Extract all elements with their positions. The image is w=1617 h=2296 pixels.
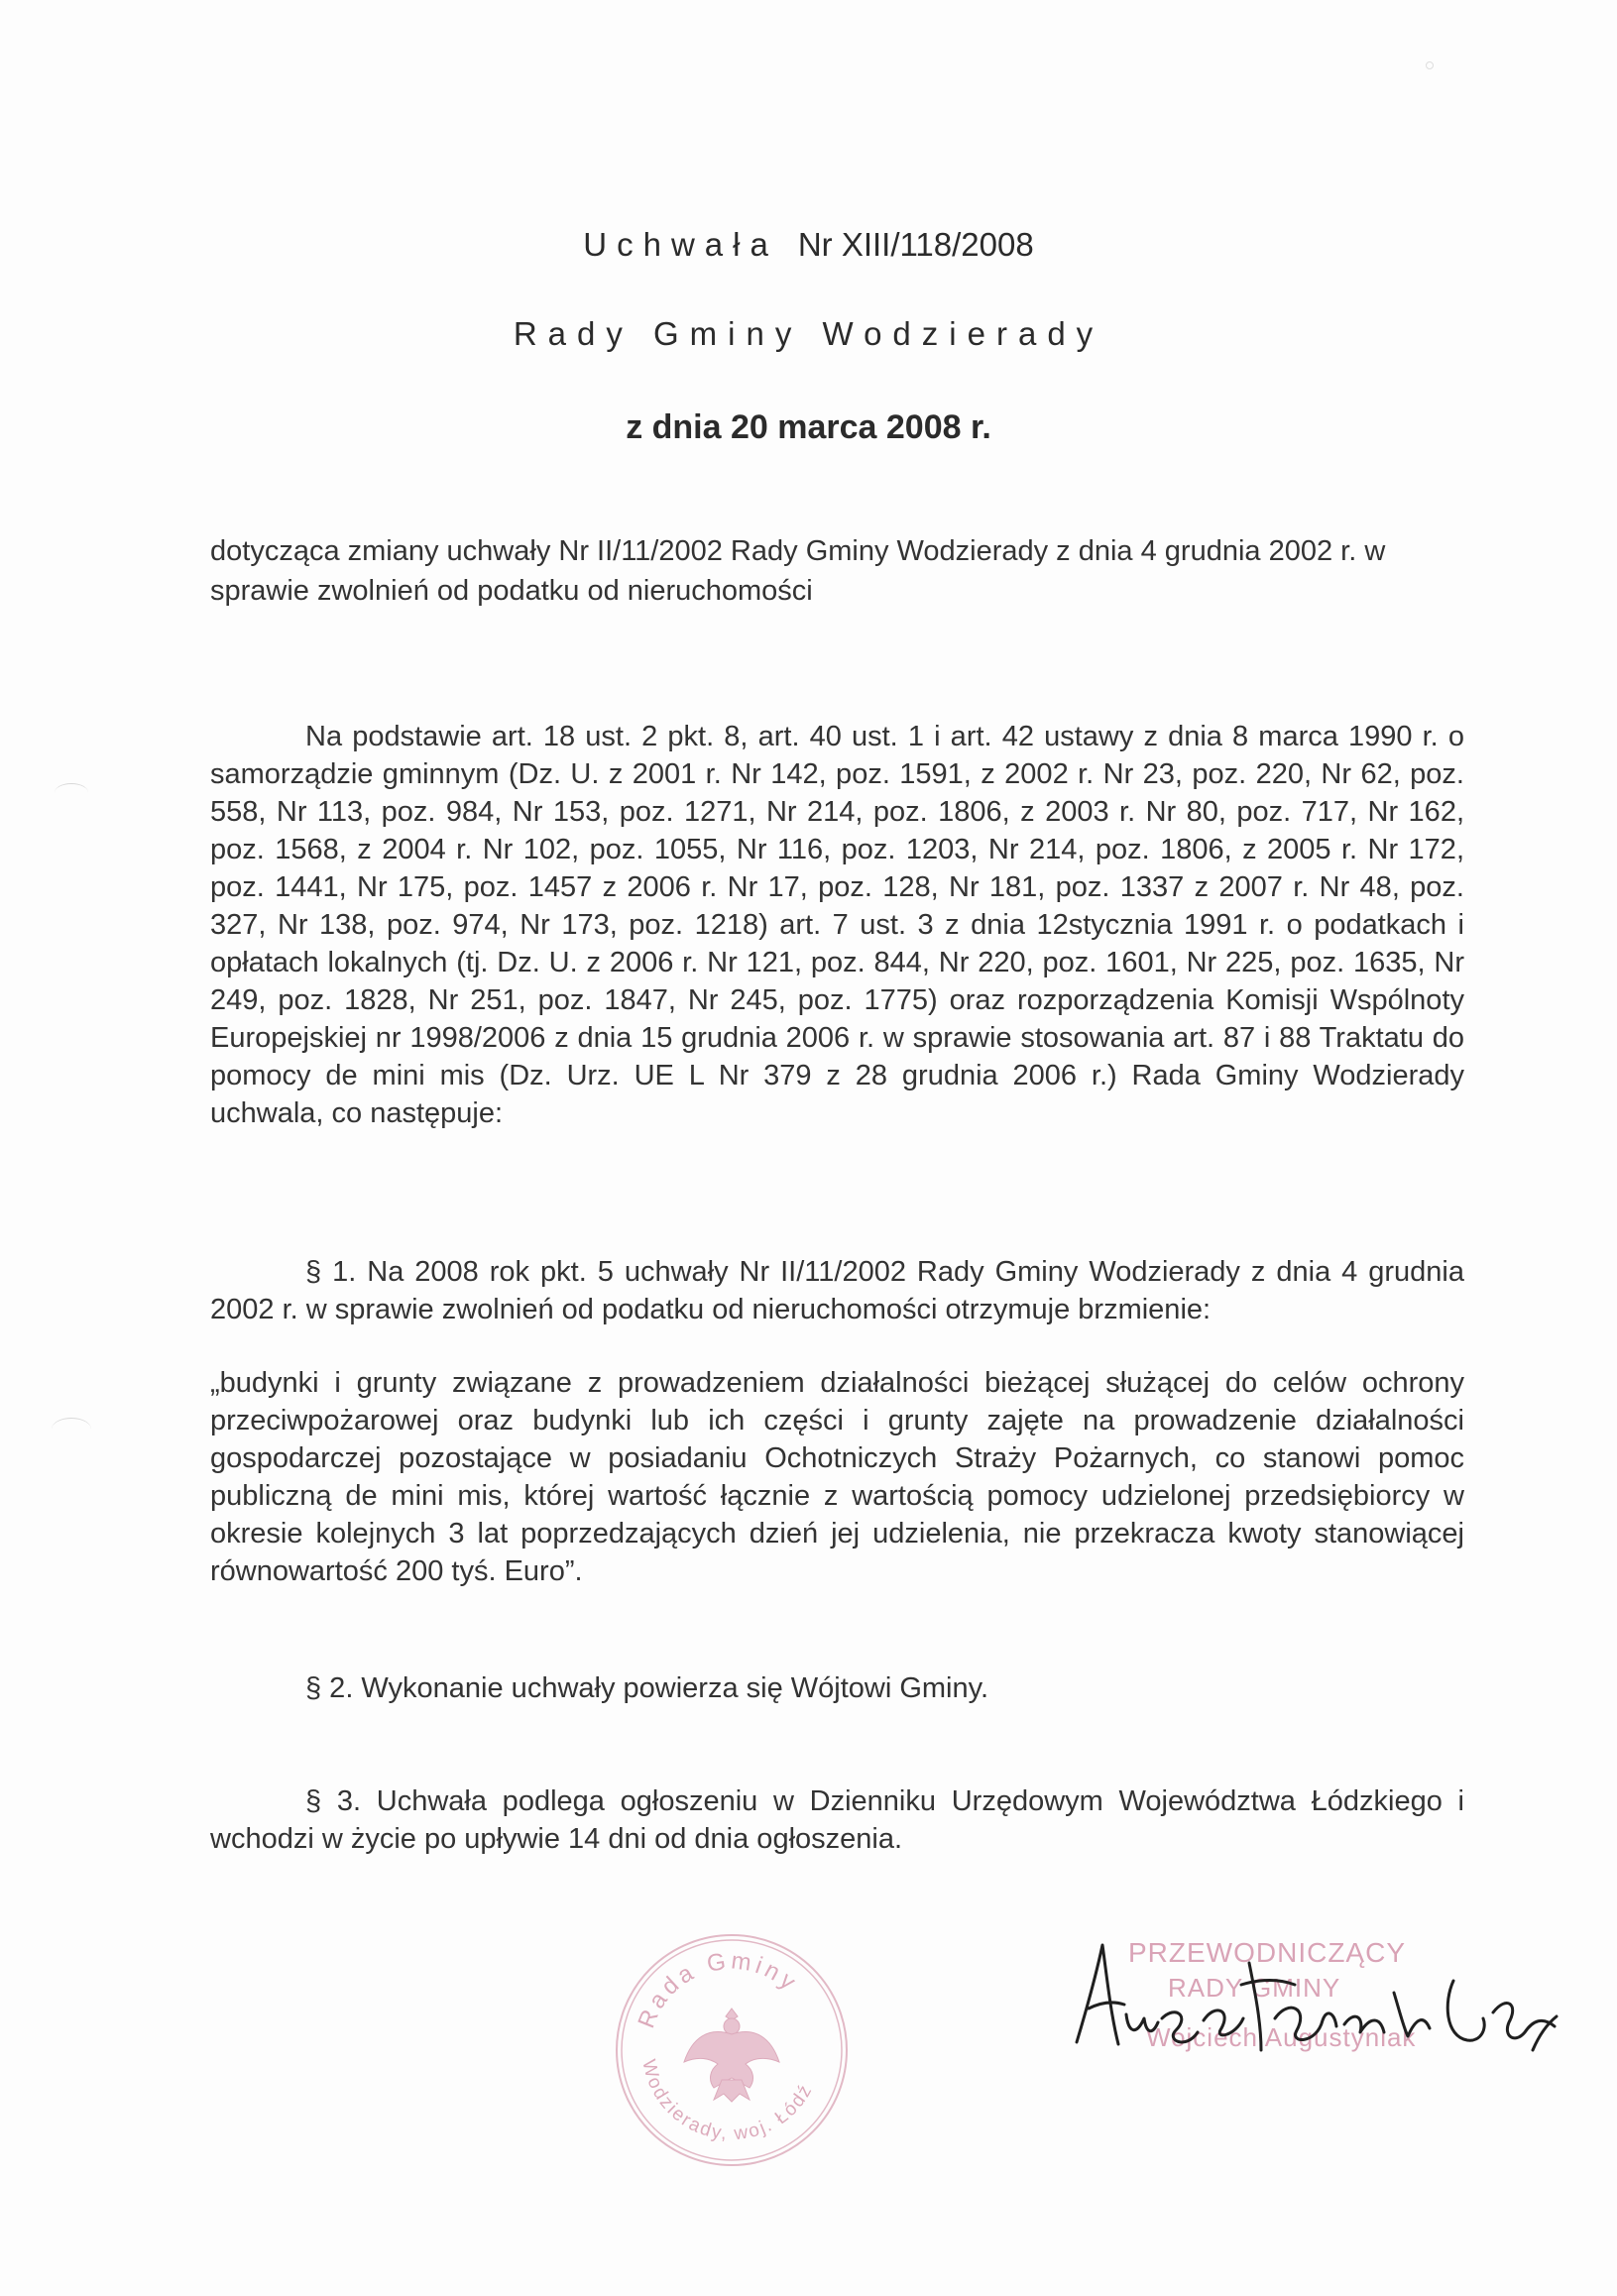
section-2-paragraph: § 2. Wykonanie uchwały powierza się Wójtowi Gminy. — [305, 1672, 989, 1704]
handwritten-signature — [1067, 1933, 1582, 2062]
section-1-quoted-text: „budynki i grunty związane z prowadzeniem działalności bieżącej służącej do celów ochrony przeciwpożarowej oraz budynki lub ich części i grunty zajęte na prowadzenie działalności gospodarczej pozostające w posiadaniu Ochotniczych Straży Pożarnych, co stanowi pomoc publiczną de mini mis, której wartość łącznie z wartością pomocy udzielonej przedsiębiorcy w okresie kolejnych 3 lat poprzedzających dzień jej udzielenia, nie przekracza kwoty stanowiącej równowartość 200 tyś. Euro”. — [210, 1367, 1464, 1587]
signatory-name: Wojciech Augustyniak — [1146, 2022, 1417, 2052]
council-stamp — [613, 1931, 851, 2169]
eagle-emblem-icon — [684, 2009, 779, 2102]
signatory-organ: RADY GMINY — [1168, 1973, 1341, 2003]
signatory-role: PRZEWODNICZĄCY — [1128, 1937, 1406, 1968]
title-prefix: Uchwała — [583, 226, 778, 263]
resolution-subject: dotycząca zmiany uchwały Nr II/11/2002 Rady Gminy Wodzierady z dnia 4 grudnia 2002 r. w sprawie zwolnień od podatku od nieruchomości — [210, 535, 1386, 607]
section-3-paragraph: § 3. Uchwała podlega ogłoszeniu w Dzienniku Urzędowym Województwa Łódzkiego i wchodzi w życie po upływie 14 dni od dnia ogłoszenia. — [210, 1785, 1464, 1855]
scan-speck — [52, 1418, 91, 1440]
title-number: Nr XIII/118/2008 — [797, 226, 1034, 263]
svg-text:Rada Gminy — [633, 1947, 803, 2031]
scan-speck — [1426, 61, 1434, 69]
legal-basis-paragraph: Na podstawie art. 18 ust. 2 pkt. 8, art. 40 ust. 1 i art. 42 ustawy z dnia 8 marca 1990 r. o samorządzie gminnym (Dz. U. z 2001 r. Nr 142, poz. 1591, z 2002 r. Nr 23, poz. 220, Nr 62, poz. 558, Nr 113, poz. 984, Nr 153, poz. 1271, Nr 214, poz. 1806, z 2003 r. Nr 80, poz. 717, Nr 162, poz. 1568, z 2004 r. Nr 102, poz. 1055, Nr 116, poz. 1203, Nr 214, poz. 1806, z 2005 r. Nr 172, poz. 1441, Nr 175, poz. 1457 z 2006 r. Nr 17, poz. 128, Nr 181, poz. 1337 z 2007 r. Nr 48, poz. 327, Nr 138, poz. 974, Nr 173, poz. 1218) art. 7 ust. 3 z dnia 12stycznia 1991 r. o podatkach i opłatach lokalnych (tj. Dz. U. z 2006 r. Nr 121, poz. 844, Nr 220, poz. 1601, Nr 225, poz. 1635, Nr 249, poz. 1828, Nr 251, poz. 1847, Nr 245, poz. 1775) oraz rozporządzenia Komisji Wspólnoty Europejskiej nr 1998/2006 z dnia 15 grudnia 2006 r. w sprawie stosowania art. 87 i 88 Traktatu do pomocy de mini mis (Dz. Urz. UE L Nr 379 z 28 grudnia 2006 r.) Rada Gminy Wodzierady uchwala, co następuje: — [210, 721, 1464, 1129]
stamp-text-top: Rada Gminy — [633, 1947, 804, 2032]
scan-speck — [55, 783, 88, 802]
stamp-text-bottom: Wodzierady, woj. Łódź — [637, 2057, 818, 2145]
resolution-title — [0, 226, 1617, 264]
council-name: Rady Gminy Wodzierady — [513, 315, 1104, 352]
section-1-paragraph: § 1. Na 2008 rok pkt. 5 uchwały Nr II/11/2002 Rady Gminy Wodzierady z dnia 4 grudnia 2002 r. w sprawie zwolnień od podatku od nieruchomości otrzymuje brzmienie: — [210, 1256, 1464, 1325]
resolution-date: z dnia 20 marca 2008 r. — [626, 408, 991, 446]
